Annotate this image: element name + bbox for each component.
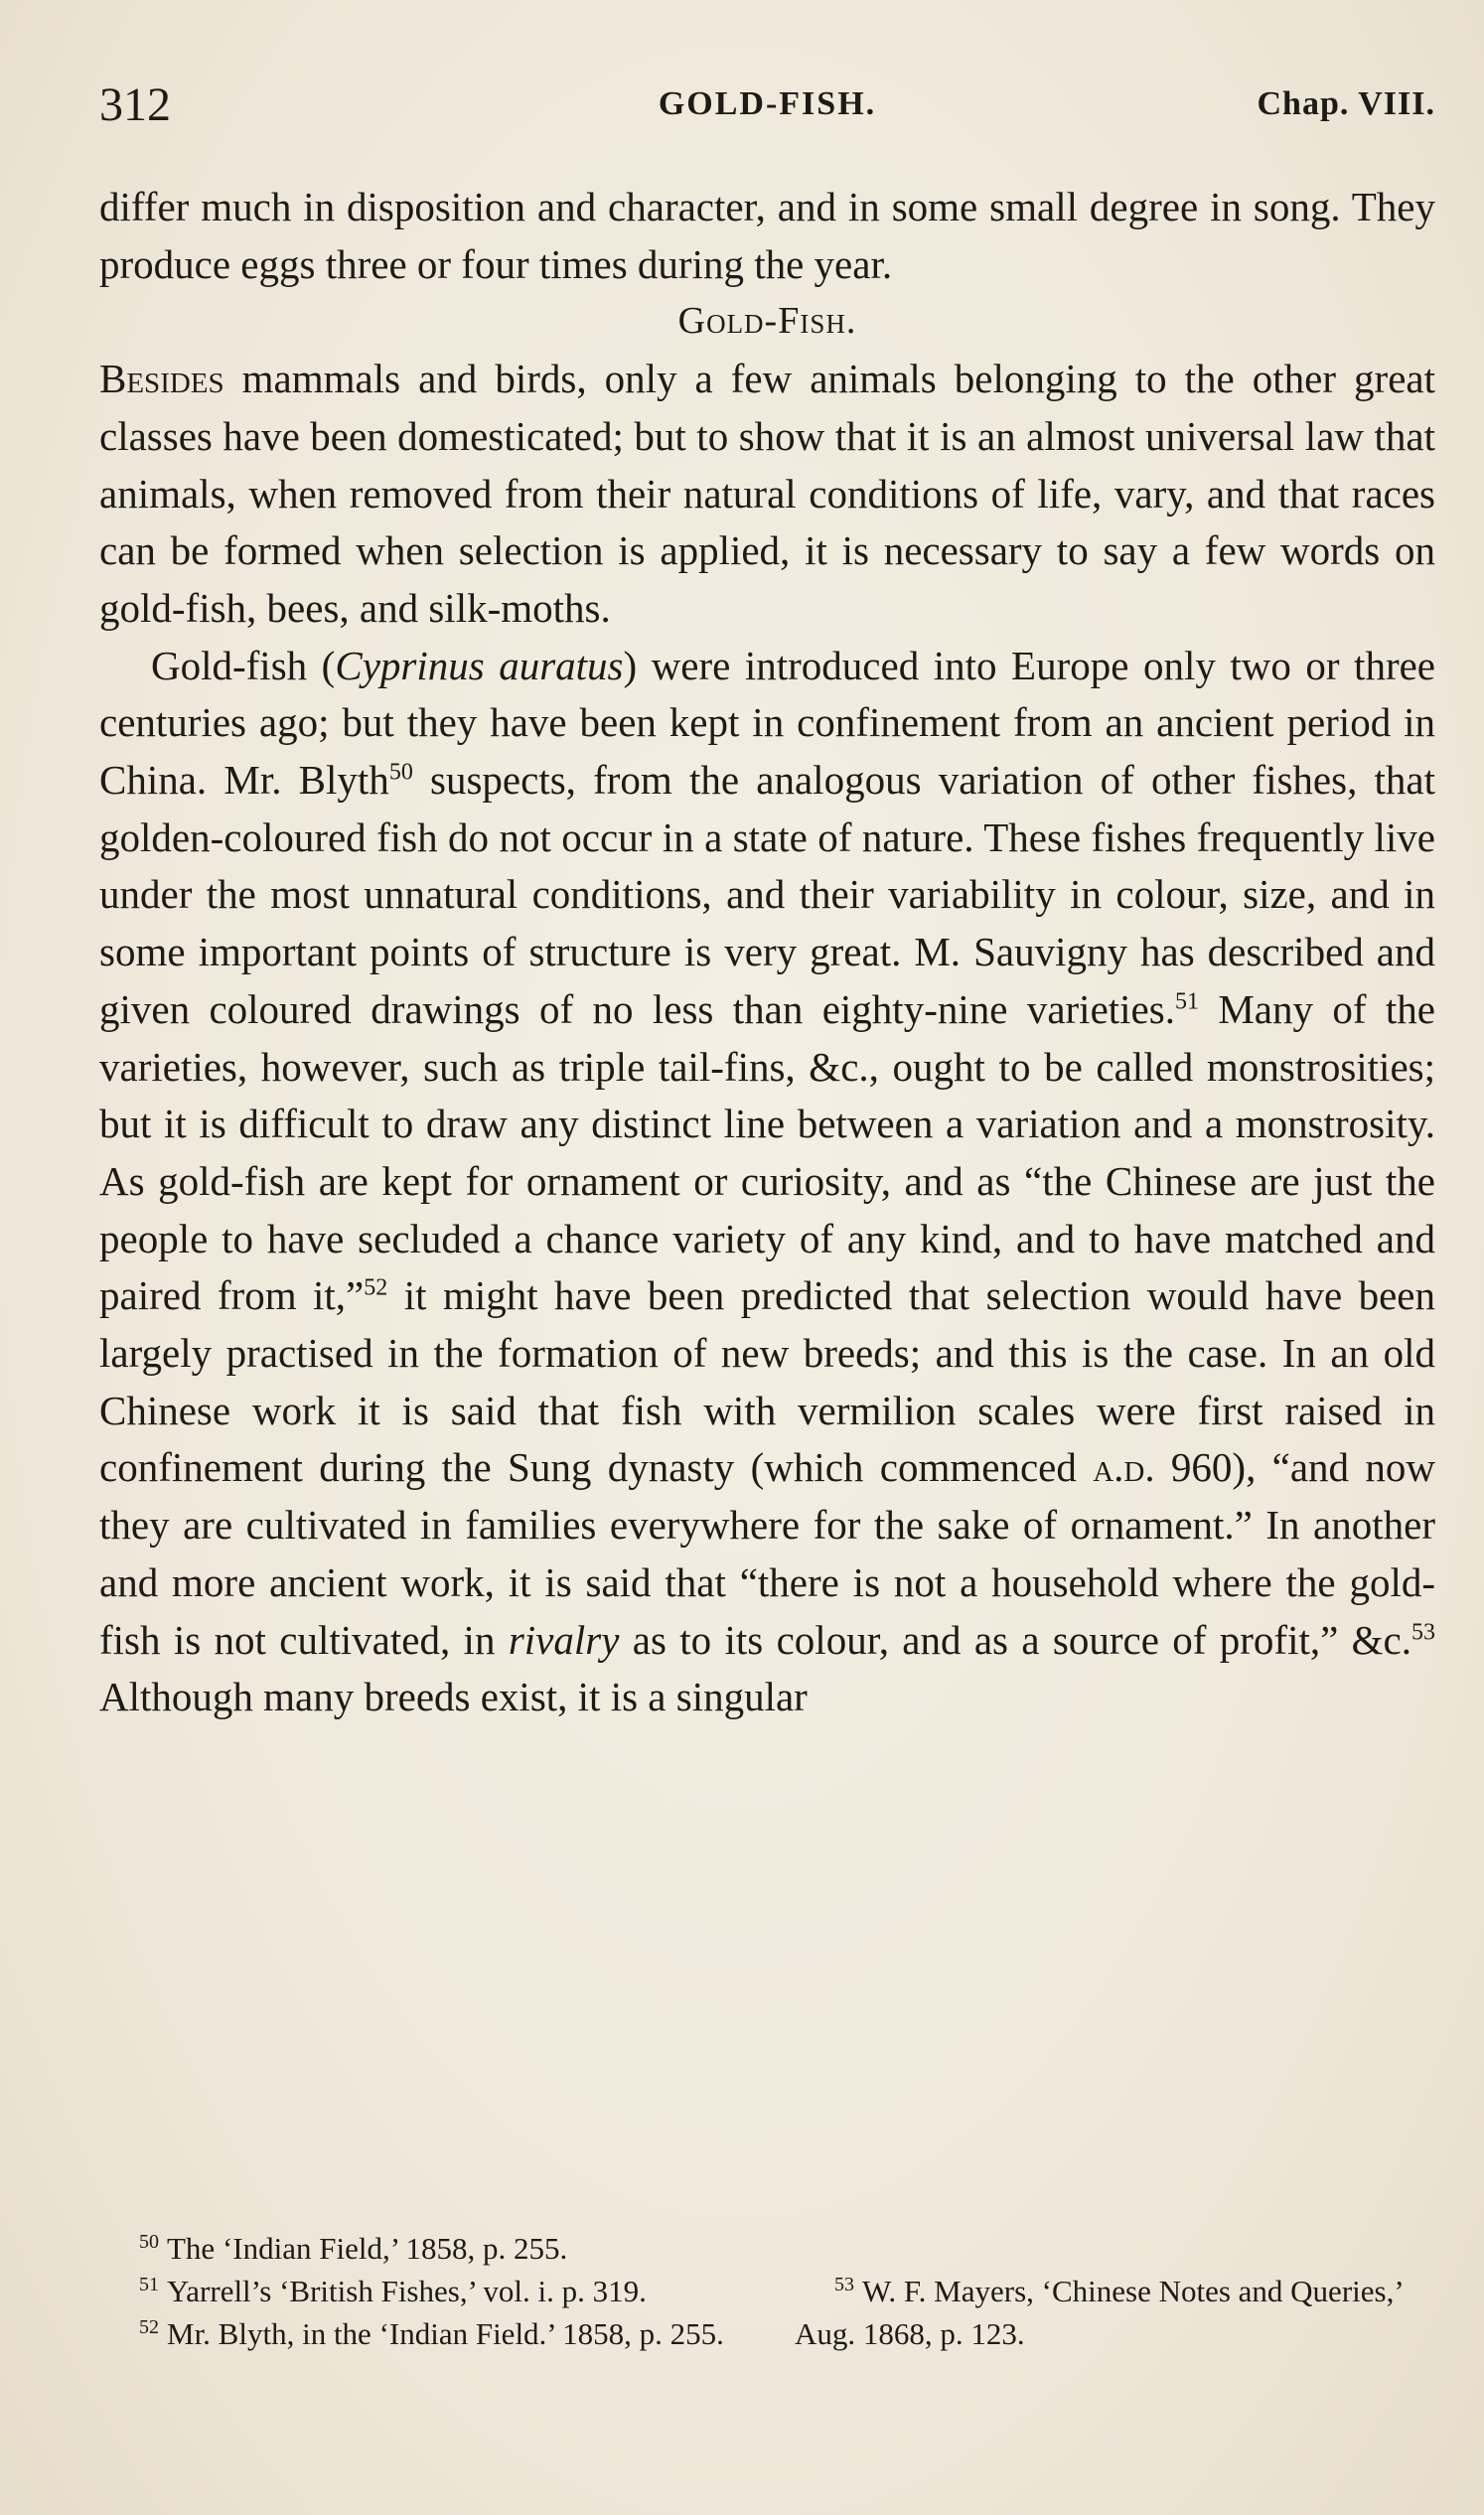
text-run: Many of the varieties, however, such as triple tail-fins, &c., ought to be called monstrosities; but it is difficult to draw any distinct line between a variation and a monstrosity. As gold-fish are kept for ornament or curiosity, and as “the Chinese are just the people to have secluded a chance variety of any kind, and to have matched and paired from it,” bbox=[99, 985, 1435, 1319]
footnote-number: 51 bbox=[139, 2273, 159, 2295]
footnotes-right-column bbox=[795, 2227, 1435, 2355]
footnote-50 bbox=[99, 2227, 755, 2270]
footnotes-left-column bbox=[99, 2227, 755, 2355]
footnote-number: 50 bbox=[139, 2230, 159, 2253]
running-title: GOLD-FISH. bbox=[658, 85, 877, 122]
text-run: ) were introduced into Europe only two or three centuries ago; but they have been kept in confinement from an ancient period in China. Mr. Blyth bbox=[99, 642, 1435, 804]
footnote-53 bbox=[795, 2270, 1435, 2355]
species-name: Cyprinus auratus bbox=[335, 642, 624, 688]
footnote-51 bbox=[99, 2270, 755, 2312]
paragraph-gold-fish bbox=[99, 638, 1435, 1726]
section-heading: Gold-Fish. bbox=[677, 300, 857, 343]
page-number: 312 bbox=[99, 78, 171, 131]
footnote-number: 53 bbox=[834, 2273, 854, 2295]
lead-word: Besides bbox=[99, 356, 224, 402]
text-run: it might have been predicted that selection would have been largely practised in the formation of new breeds; and this is the case. In an old Chinese work it is said that fish with vermilion scales were first raised in confinement during the Sung dynasty (which commenced bbox=[99, 1272, 1435, 1491]
footnote-text: Yarrell’s ‘British Fishes,’ vol. i. p. 319. bbox=[167, 2274, 647, 2308]
paragraph-intro-text: mammals and birds, only a few animals belonging to the other great classes have been domesticated; but to show that it is an almost universal law that animals, when removed from their natural conditions of life, vary, and that races can be formed when selection is applied, it is necessary to say a few words on gold-fish, bees, and silk-moths. bbox=[99, 356, 1435, 631]
paragraph-intro bbox=[99, 351, 1435, 638]
footnote-text: W. F. Mayers, ‘Chinese Notes and Queries,’ Aug. 1868, p. 123. bbox=[795, 2274, 1403, 2351]
continuation-paragraph: differ much in disposition and character, and in some small degree in song. They produce eggs three or four times during the year. bbox=[99, 184, 1435, 287]
chapter-reference: Chap. VIII. bbox=[1257, 85, 1435, 122]
text-run: as to its colour, and as a source of profit,” &c. bbox=[619, 1616, 1411, 1663]
emphasis-rivalry: rivalry bbox=[508, 1616, 620, 1663]
running-head bbox=[99, 77, 1435, 137]
footnote-ref-53[interactable]: 53 bbox=[1411, 1618, 1435, 1645]
footnote-52 bbox=[99, 2312, 755, 2355]
text-run: Gold-fish ( bbox=[151, 642, 336, 688]
footnote-number: 52 bbox=[139, 2315, 159, 2338]
footnote-ref-50[interactable]: 50 bbox=[388, 759, 413, 786]
footnote-ref-52[interactable]: 52 bbox=[364, 1274, 388, 1301]
footnote-text: Mr. Blyth, in the ‘Indian Field.’ 1858, p. 255. bbox=[167, 2316, 724, 2351]
text-run: 960), “and now they are cultivated in families everywhere for the sake of ornament.” In another and more ancient work, it is said that “there is not a household where the gold-fish is not cultivated, in bbox=[99, 1444, 1435, 1663]
text-run: suspects, from the analogous variation of other fishes, that golden-coloured fish do not occur in a state of nature. These fishes frequently live under the most unnatural conditions, and their variability in colour, size, and in some important points of structure is very great. M. Sauvigny has described and given coloured drawings of no less than eighty-nine varieties. bbox=[99, 757, 1435, 1032]
text-run: Although many breeds exist, it is a singular bbox=[99, 1674, 808, 1720]
footnote-text: The ‘Indian Field,’ 1858, p. 255. bbox=[167, 2231, 568, 2266]
body-text bbox=[99, 179, 1435, 1726]
footnote-ref-51[interactable]: 51 bbox=[1174, 988, 1199, 1015]
era-abbreviation: a.d. bbox=[1093, 1444, 1155, 1491]
